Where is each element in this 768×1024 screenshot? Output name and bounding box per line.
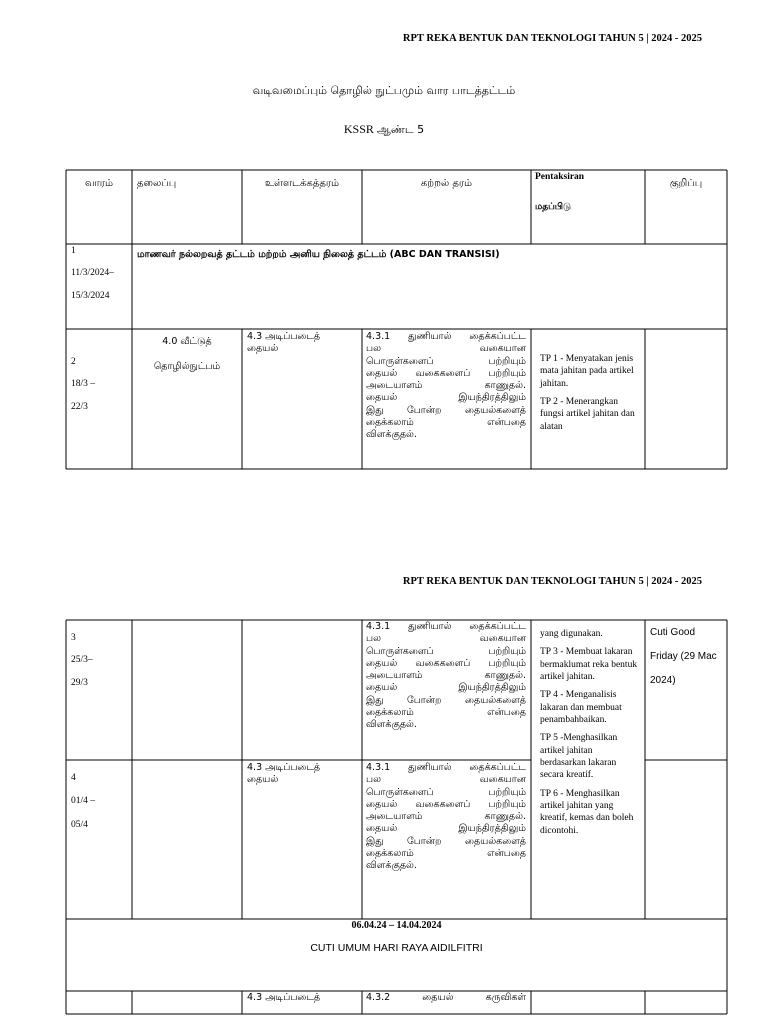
page-header: RPT REKA BENTUK DAN TEKNOLOGI TAHUN 5 | 2024 - 2025 (402, 33, 702, 44)
topic-line-2: தொழில்நுட்பம் (153, 361, 221, 372)
learning-line: பல வகையான (366, 633, 526, 645)
year-label: ஆண்ட 5 (376, 123, 425, 136)
week-date-end: 29/3 (71, 678, 88, 688)
learning-line: தைக்கலாம் என்பதை (366, 417, 526, 429)
tp-5: TP 5 -Menghasilkan artikel jahitan berdasarkan lakaran secara kreatif. (540, 733, 618, 781)
learning-line: விளக்குதல். (366, 860, 417, 872)
column-header-assessment: Pentaksiran (535, 172, 585, 182)
column-header-notes: குறிப்பு (669, 178, 703, 189)
assessment-continuation: yang digunakan. (540, 629, 603, 639)
column-header-topic: தலைப்பு (137, 178, 177, 189)
document-title: வடிவமைப்பும் தொழில் நுட்பமும் வார பாடத்தட்டம் (252, 84, 516, 97)
column-header-content: உள்ளடக்கத்தரம் (264, 178, 340, 189)
learning-line: 4.3.1 துணியால் தைக்கப்பட்ட (366, 331, 526, 342)
holiday-dates: 06.04.24 – 14.04.2024 (351, 920, 442, 931)
holiday-label: CUTI UMUM HARI RAYA AIDILFITRI (310, 942, 483, 954)
learning-line: 4.3.1 துணியால் தைக்கப்பட்ட (366, 762, 526, 773)
content-standard-line-1: 4.3 அடிப்படைத் (247, 762, 321, 773)
tp-4: TP 4 - Menganalisis lakaran dan membuat penambahbaikan. (540, 690, 622, 726)
learning-line: தையல் இயந்திரத்திலும் (366, 392, 526, 404)
learning-line: பல வகையான (366, 343, 526, 355)
learning-line-text: 4.3.2 தையல் கருவிகள் (366, 992, 526, 1003)
week-number: 1 (71, 246, 76, 256)
learning-standard (366, 621, 526, 732)
kssr-label: KSSR (343, 122, 374, 136)
week-date-start: 11/3/2024– (71, 268, 114, 278)
column-header-learning: கற்றல் தரம் (420, 178, 473, 189)
week-number: 2 (71, 357, 76, 367)
learning-line: தையல் வகைகளைப் பற்றியும் (366, 657, 526, 669)
learning-line (366, 992, 526, 1004)
page-header: RPT REKA BENTUK DAN TEKNOLOGI TAHUN 5 | 2024 - 2025 (402, 576, 702, 587)
learning-line: தைக்கலாம் என்பதை (366, 848, 526, 860)
learning-standard (366, 331, 526, 442)
week-date-end: 15/3/2024 (71, 291, 110, 301)
learning-line: இது போன்ற தையல்களைத் (366, 835, 526, 847)
tp-2: TP 2 - Menerangkan fungsi artikel jahitan dan alatan (540, 397, 635, 432)
week-note: Cuti Good Friday (29 Mac 2024) (650, 627, 717, 686)
learning-line: 4.3.1 துணியால் தைக்கப்பட்ட (366, 621, 526, 632)
week-number: 3 (71, 633, 76, 643)
assessment-list (540, 353, 640, 439)
week-date-start: 25/3– (71, 655, 93, 665)
learning-line: அடையாளம் காணுதல். (366, 380, 526, 392)
content-standard-line-1: 4.3 அடிப்படைத் (247, 331, 321, 342)
tp-6: TP 6 - Menghasilkan artikel jahitan yang kreatif, kemas dan boleh dicontohi. (540, 788, 634, 836)
learning-standard (366, 762, 526, 873)
week-date-start: 01/4 – (71, 796, 96, 806)
week-date-end: 22/3 (71, 402, 88, 412)
learning-line: தையல் இயந்திரத்திலும் (366, 682, 526, 694)
learning-line: இது போன்ற தையல்களைத் (366, 404, 526, 416)
transition-activity: மாணவர் நல்லறவத் தட்டம் மற்றம் அனிய நிலைத் தட்டம் (ABC DAN TRANSISI) (137, 249, 500, 260)
learning-line: பொருள்களைப் பற்றியும் (366, 786, 526, 798)
learning-line: விளக்குதல். (366, 429, 417, 441)
learning-line: தையல் வகைகளைப் பற்றியும் (366, 367, 526, 379)
column-header-week: வாரம் (84, 178, 113, 189)
content-standard-line-2: தையல் (247, 774, 279, 785)
content-standard-line-2: தையல் (247, 343, 279, 354)
learning-line: தையல் இயந்திரத்திலும் (366, 823, 526, 835)
learning-line: பொருள்களைப் பற்றியும் (366, 355, 526, 367)
learning-line: பொருள்களைப் பற்றியும் (366, 645, 526, 657)
learning-line: அடையாளம் காணுதல். (366, 670, 526, 682)
learning-line: அடையாளம் காணுதல். (366, 811, 526, 823)
learning-line: விளக்குதல். (366, 719, 417, 731)
week-date-end: 05/4 (71, 820, 88, 830)
tp-1: TP 1 - Menyatakan jenis mata jahitan pada artikel jahitan. (540, 354, 634, 389)
column-header-assessment-sub: மதப்பிடு (535, 202, 572, 212)
topic-line-1: 4.0 வீட்டுத் (162, 336, 212, 347)
learning-line: தைக்கலாம் என்பதை (366, 707, 526, 719)
week-number: 4 (71, 773, 76, 783)
week-date-start: 18/3 – (71, 379, 96, 389)
learning-line: இது போன்ற தையல்களைத் (366, 694, 526, 706)
tp-3: TP 3 - Membuat lakaran bermaklumat reka bentuk artikel jahitan. (540, 647, 638, 683)
learning-line: பல வகையான (366, 774, 526, 786)
assessment-list-continued (540, 628, 640, 843)
content-standard-line-1: 4.3 அடிப்படைத் (247, 992, 321, 1003)
learning-line: தையல் வகைகளைப் பற்றியும் (366, 798, 526, 810)
